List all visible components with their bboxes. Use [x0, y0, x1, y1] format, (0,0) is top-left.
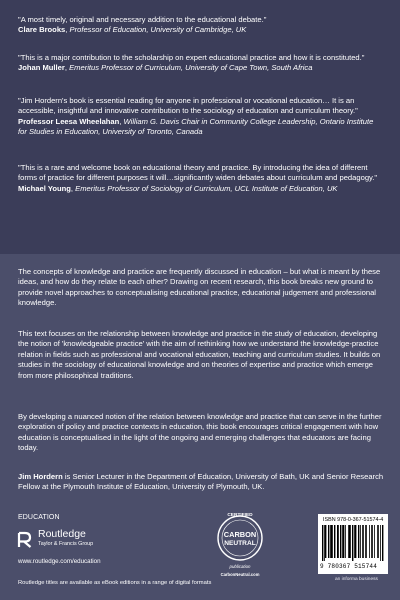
quote-affiliation: Emeritus Professor of Sociology of Curriculum, UCL Institute of Education, UK: [75, 183, 338, 193]
barcode-bars: [322, 525, 384, 561]
barcode-bar: [334, 525, 335, 558]
barcode-bar: [371, 525, 372, 558]
barcode-bar: [355, 525, 356, 558]
isbn-label: ISBN 978-0-367-51574-4: [323, 517, 384, 523]
quote-author: Michael Young: [18, 183, 71, 193]
description-paragraph-1: The concepts of knowledge and practice are frequently discussed in education – but what is meant by these ideas, and how do they relate to each other? Drawing on recent research, this book breaks new ground to provide novel approaches to conceptualising educational practice, educational judgement and professional knowledge.: [18, 267, 381, 308]
barcode-bar: [380, 525, 381, 561]
barcode-bar: [340, 525, 341, 558]
publisher-name: Routledge: [38, 528, 86, 540]
barcode-bar: [363, 525, 364, 558]
quote-2: "This is a major contribution to the scholarship on expert educational practice and how it is constituted." Johan Muller, Emeritus Professor of Curriculum, University of Cape Town, South Africa: [18, 53, 384, 74]
seal-url: CarbonNeutral.com: [220, 572, 260, 577]
barcode-bar: [382, 525, 383, 561]
barcode-bar: [369, 525, 370, 558]
barcode-bar: [366, 525, 367, 558]
seal-carbon: CARBON: [223, 530, 257, 539]
barcode-bar: [343, 525, 344, 558]
barcode-digits: 9 780367 515744: [320, 563, 378, 570]
barcode-bar: [348, 525, 349, 558]
barcode-bar: [372, 525, 373, 558]
quote-author: Johan Muller: [18, 63, 65, 73]
barcode-bar: [360, 525, 361, 558]
quote-author: Professor Leesa Wheelahan: [18, 116, 120, 126]
barcode-bar: [350, 525, 351, 558]
quote-1: "A most timely, original and necessary addition to the educational debate." Clare Brooks, Professor of Education, University of Cambridge, UK: [18, 15, 384, 36]
quote-text: "Jim Hordern's book is essential reading for anyone in professional or vocational education… It is an accessible, insightful and innovative contribution to the sociology of education and curriculum theory.": [18, 96, 358, 116]
category-label: EDUCATION: [18, 514, 60, 521]
publisher-url: www.routledge.com/education: [18, 558, 101, 565]
ebook-footer: Routledge titles are available as eBook editions in a range of digital formats: [18, 580, 212, 586]
quote-affiliation: William G. Davis Chair in Community College Leadership, Ontario Institute for Studies in Education, University of Toronto, Canada: [18, 116, 374, 137]
barcode-bar: [322, 525, 323, 561]
author-bio-text: is Senior Lecturer in the Department of Education, University of Bath, UK and Senior Research Fellow at the Plymouth Institute of Education, University of Plymouth, UK.: [18, 472, 384, 492]
quote-text: "A most timely, original and necessary addition to the educational debate.": [18, 15, 267, 24]
barcode-bar: [378, 525, 379, 558]
carbon-neutral-seal-icon: [205, 506, 275, 580]
quote-3: "Jim Hordern's book is essential reading for anyone in professional or vocational education… It is an accessible, insightful and innovative contribution to the sociology of education and curriculum theory." Professor Leesa Wheelahan, William G. Davis Chair in Community College Leadership, Ontario Institute for Studies in Education, University of Toronto, Canada: [18, 96, 384, 138]
publisher-group: Taylor & Francis Group: [38, 541, 94, 547]
barcode-bar: [374, 525, 375, 558]
informa-tagline: an informa business: [335, 577, 378, 582]
description-paragraph-2: This text focuses on the relationship between knowledge and practice in the study of education, developing the notion of 'knowledgeable practice' with the aim of rethinking how we understand the knowledge-practice relation in fields such as professional and vocational education, teaching and curriculum studies. It builds on studies in the sociology of educational knowledge and on theories of expertise and practice which emerge from more philosophical traditions.: [18, 329, 381, 380]
barcode-bar: [345, 525, 346, 558]
barcode-bar: [358, 525, 359, 558]
barcode-bar: [332, 525, 333, 558]
barcode-bar: [328, 525, 329, 558]
quote-text: "This is a major contribution to the scholarship on expert educational practice and how it is constituted.": [18, 53, 365, 62]
seal-neutral: NEUTRAL: [224, 540, 256, 547]
routledge-logo-icon: [16, 531, 34, 549]
barcode-bar: [354, 525, 355, 558]
quote-affiliation: Emeritus Professor of Curriculum, University of Cape Town, South Africa: [69, 63, 313, 73]
barcode-bar: [352, 525, 353, 561]
barcode-bar: [377, 525, 378, 558]
seal-publication: publication: [229, 564, 251, 569]
quote-4: "This is a rare and welcome book on educational theory and practice. By introducing the idea of different forms of practice for different purposes it will…significantly widen debates about curriculum and pedagogy." Michael Young, Emeritus Professor of Sociology of Curriculum, UCL Institute of Education, UK: [18, 163, 384, 194]
author-name: Jim Hordern: [18, 472, 63, 481]
barcode-bar: [324, 525, 325, 561]
quote-affiliation: Professor of Education, University of Cambridge, UK: [69, 25, 247, 35]
seal-certified: CERTIFIED: [227, 513, 253, 518]
quote-text: "This is a rare and welcome book on educational theory and practice. By introducing the idea of different forms of practice for different purposes it will…significantly widen debates about curriculum and pedagogy.": [18, 163, 378, 183]
barcode-bar: [325, 525, 326, 558]
barcode-bar: [342, 525, 343, 558]
quote-author: Clare Brooks: [18, 25, 66, 35]
barcode-bar: [362, 525, 363, 558]
description-paragraph-3: By developing a nuanced notion of the relation between knowledge and practice that can serve in the further exploration of policy and practice contexts in education, this book encourages critical engagement with how education is conceptualised in the light of the ongoing and emerging challenges that educators are facing today.: [18, 412, 382, 453]
author-bio: [18, 472, 384, 493]
barcode-bar: [338, 525, 339, 558]
barcode-bar: [365, 525, 366, 558]
isbn-barcode: [318, 514, 388, 574]
barcode-bar: [330, 525, 331, 558]
